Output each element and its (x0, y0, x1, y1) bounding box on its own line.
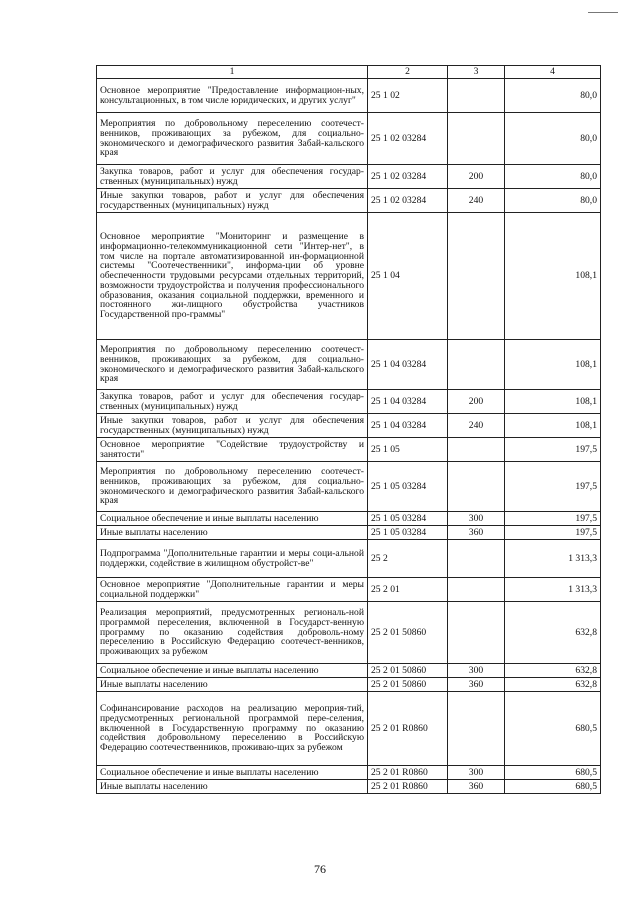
row-code-cell: 25 1 04 03284 (368, 390, 448, 414)
row-sum-cell: 1 313,3 (505, 578, 601, 602)
row-sum-cell: 197,5 (505, 512, 601, 526)
row-type-cell (448, 340, 505, 390)
table-row (97, 578, 601, 602)
row-name-cell: Софинансирование расходов на реализацию мероприя-тий, предусмотренных региональной программой пере-селения, включенной в Государственную программу по оказанию содействия добровольному переселению в Российскую Федерацию соотечественников, проживаю-щих за рубежом (97, 692, 368, 766)
row-type-cell (448, 462, 505, 512)
row-name-cell: Иные выплаты населению (97, 526, 368, 540)
row-code-cell: 25 2 (368, 540, 448, 578)
table-row (97, 780, 601, 794)
row-code-cell: 25 2 01 50860 (368, 664, 448, 678)
row-name-cell: Мероприятия по добровольному переселению соотечест-венников, проживающих за рубежом, для социально-экономического и демографического развития Забай-кальского края (97, 340, 368, 390)
row-code-cell: 25 1 05 (368, 438, 448, 462)
row-sum-cell: 108,1 (505, 340, 601, 390)
row-name-cell: Основное мероприятие "Мониторинг и размещение в информационно-телекоммуникационной сети "Интер-нет", в том числе на портале автоматизированной ин-формационной системы "Соотечественники", информа-ции об уровне обеспеченности трудовыми ресурсами отдельных территорий, возможности трудоустройства и получения профессионального образования, оказания социальной поддержки, временного и постоянного жи-лищного обустройства участников Государственной про-граммы" (97, 213, 368, 340)
row-type-cell: 360 (448, 678, 505, 692)
row-type-cell: 360 (448, 780, 505, 794)
row-name-cell: Закупка товаров, работ и услуг для обеспечения государ-ственных (муниципальных) нужд (97, 165, 368, 189)
row-code-cell: 25 1 02 03284 (368, 189, 448, 213)
table-row (97, 678, 601, 692)
row-name-cell: Иные закупки товаров, работ и услуг для обеспечения государственных (муниципальных) нужд (97, 189, 368, 213)
row-sum-cell: 80,0 (505, 189, 601, 213)
table-row (97, 766, 601, 780)
row-name-cell: Мероприятия по добровольному переселению соотечест-венников, проживающих за рубежом, для социально-экономического и демографического развития Забай-кальского края (97, 113, 368, 165)
row-code-cell: 25 1 02 03284 (368, 165, 448, 189)
row-name-cell: Социальное обеспечение и иные выплаты населению (97, 664, 368, 678)
row-code-cell: 25 2 01 R0860 (368, 780, 448, 794)
table-row (97, 526, 601, 540)
row-sum-cell: 108,1 (505, 213, 601, 340)
table-row (97, 602, 601, 664)
row-code-cell: 25 1 02 (368, 79, 448, 113)
row-code-cell: 25 1 05 03284 (368, 462, 448, 512)
row-sum-cell: 632,8 (505, 678, 601, 692)
table-row (97, 165, 601, 189)
table-row (97, 692, 601, 766)
row-sum-cell: 80,0 (505, 113, 601, 165)
row-sum-cell: 108,1 (505, 414, 601, 438)
row-name-cell: Иные закупки товаров, работ и услуг для обеспечения государственных (муниципальных) нужд (97, 414, 368, 438)
row-code-cell: 25 1 04 03284 (368, 414, 448, 438)
row-type-cell (448, 602, 505, 664)
row-name-cell: Социальное обеспечение и иные выплаты населению (97, 512, 368, 526)
row-sum-cell: 80,0 (505, 79, 601, 113)
column-header-1: 1 (97, 66, 368, 79)
table-row (97, 512, 601, 526)
page-number: 76 (314, 862, 326, 876)
row-sum-cell: 80,0 (505, 165, 601, 189)
row-sum-cell: 632,8 (505, 664, 601, 678)
row-name-cell: Реализация мероприятий, предусмотренных региональ-ной программой переселения, включенной в Государст-венную программу по оказанию содействия доброволь-ному переселению в Российскую Федерацию соотечест-венников, проживающих за рубежом (97, 602, 368, 664)
row-sum-cell: 197,5 (505, 438, 601, 462)
row-name-cell: Подпрограмма "Дополнительные гарантии и меры соци-альной поддержки, содействие в жилищном обустройст-ве" (97, 540, 368, 578)
row-type-cell: 200 (448, 165, 505, 189)
row-code-cell: 25 2 01 R0860 (368, 692, 448, 766)
row-name-cell: Закупка товаров, работ и услуг для обеспечения государ-ственных (муниципальных) нужд (97, 390, 368, 414)
row-code-cell: 25 1 02 03284 (368, 113, 448, 165)
table-header-row (97, 66, 601, 79)
row-type-cell: 360 (448, 526, 505, 540)
budget-table (96, 65, 601, 794)
table-row (97, 79, 601, 113)
row-name-cell: Основное мероприятие "Содействие трудоустройству и занятости" (97, 438, 368, 462)
table-row (97, 540, 601, 578)
row-code-cell: 25 1 04 03284 (368, 340, 448, 390)
row-name-cell: Основное мероприятие "Дополнительные гарантии и меры социальной поддержки" (97, 578, 368, 602)
row-type-cell (448, 438, 505, 462)
row-code-cell: 25 2 01 R0860 (368, 766, 448, 780)
row-type-cell (448, 692, 505, 766)
row-type-cell: 240 (448, 414, 505, 438)
column-header-3: 3 (448, 66, 505, 79)
table-row (97, 213, 601, 340)
table-row (97, 414, 601, 438)
table-row (97, 189, 601, 213)
table-row (97, 462, 601, 512)
row-code-cell: 25 2 01 50860 (368, 678, 448, 692)
row-type-cell: 300 (448, 512, 505, 526)
table-row (97, 390, 601, 414)
row-sum-cell: 632,8 (505, 602, 601, 664)
row-sum-cell: 108,1 (505, 390, 601, 414)
row-name-cell: Основное мероприятие "Предоставление информацион-ных, консультационных, в том числе юридических, и других услуг" (97, 79, 368, 113)
row-sum-cell: 680,5 (505, 766, 601, 780)
row-type-cell: 300 (448, 766, 505, 780)
column-header-2: 2 (368, 66, 448, 79)
row-type-cell (448, 113, 505, 165)
row-sum-cell: 197,5 (505, 526, 601, 540)
row-code-cell: 25 1 05 03284 (368, 512, 448, 526)
row-type-cell: 240 (448, 189, 505, 213)
row-type-cell: 300 (448, 664, 505, 678)
top-edge-line (588, 12, 618, 13)
column-header-4: 4 (505, 66, 601, 79)
row-type-cell (448, 540, 505, 578)
row-sum-cell: 197,5 (505, 462, 601, 512)
row-name-cell: Социальное обеспечение и иные выплаты населению (97, 766, 368, 780)
row-name-cell: Мероприятия по добровольному переселению соотечест-венников, проживающих за рубежом, для социально-экономического и демографического развития Забай-кальского края (97, 462, 368, 512)
table-row (97, 340, 601, 390)
row-name-cell: Иные выплаты населению (97, 780, 368, 794)
row-type-cell (448, 213, 505, 340)
row-sum-cell: 680,5 (505, 692, 601, 766)
table-row (97, 113, 601, 165)
row-sum-cell: 680,5 (505, 780, 601, 794)
row-code-cell: 25 1 05 03284 (368, 526, 448, 540)
row-code-cell: 25 2 01 (368, 578, 448, 602)
row-type-cell: 200 (448, 390, 505, 414)
row-type-cell (448, 79, 505, 113)
table-row (97, 664, 601, 678)
row-sum-cell: 1 313,3 (505, 540, 601, 578)
row-code-cell: 25 1 04 (368, 213, 448, 340)
table-row (97, 438, 601, 462)
row-code-cell: 25 2 01 50860 (368, 602, 448, 664)
row-type-cell (448, 578, 505, 602)
row-name-cell: Иные выплаты населению (97, 678, 368, 692)
